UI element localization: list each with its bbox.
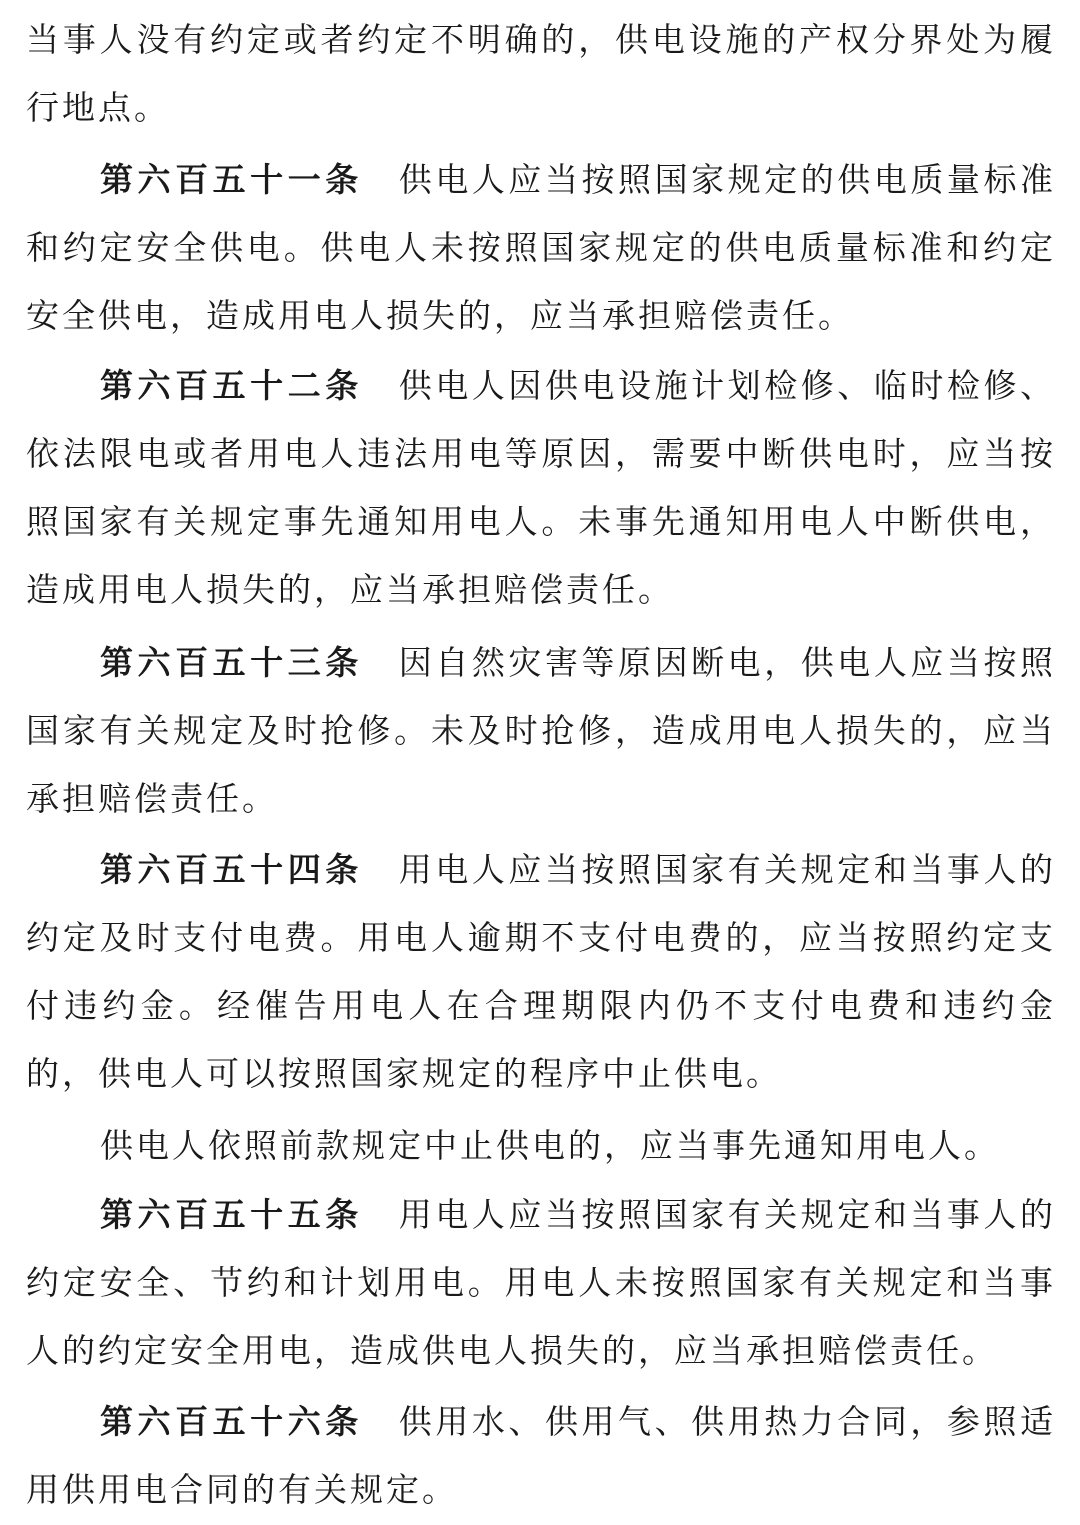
article-number: 第六百五十六条 [100,1402,363,1441]
article-655 [26,1181,1056,1385]
article-text: 用电人应当按照国家有关规定和当事人的约定及时支付电费。用电人逾期不支付电费的，应当按照约定支付违约金。经催告用电人在合理期限内仍不支付电费和违约金的，供电人可以按照国家规定的程序中止供电。 [26,850,1057,1093]
paragraph-text: 供电人依照前款规定中止供电的，应当事先通知用电人。 [100,1126,1000,1165]
paragraph-text: 当事人没有约定或者约定不明确的，供电设施的产权分界处为履行地点。 [26,20,1056,127]
article-text: 因自然灾害等原因断电，供电人应当按照国家有关规定及时抢修。未及时抢修，造成用电人损失的，应当承担赔偿责任。 [26,643,1057,818]
article-656 [26,1388,1056,1524]
article-number: 第六百五十四条 [100,850,363,889]
paragraph-continuation [26,6,1056,142]
article-text: 供电人因供电设施计划检修、临时检修、依法限电或者用电人违法用电等原因，需要中断供电时，应当按照国家有关规定事先通知用电人。未事先通知用电人中断供电，造成用电人损失的，应当承担赔偿责任。 [26,366,1057,609]
article-text: 供电人应当按照国家规定的供电质量标准和约定安全供电。供电人未按照国家规定的供电质量标准和约定安全供电，造成用电人损失的，应当承担赔偿责任。 [26,160,1057,335]
article-653 [26,629,1056,833]
article-number: 第六百五十二条 [100,366,363,405]
article-number: 第六百五十三条 [100,643,363,682]
article-651 [26,146,1056,350]
article-652 [26,352,1056,624]
article-number: 第六百五十五条 [100,1195,363,1234]
article-text: 供用水、供用气、供用热力合同，参照适用供用电合同的有关规定。 [26,1402,1057,1509]
paragraph-second-clause [26,1112,1056,1180]
article-number: 第六百五十一条 [100,160,363,199]
article-654 [26,836,1056,1108]
article-text: 用电人应当按照国家有关规定和当事人的约定安全、节约和计划用电。用电人未按照国家有关规定和当事人的约定安全用电，造成供电人损失的，应当承担赔偿责任。 [26,1195,1057,1370]
